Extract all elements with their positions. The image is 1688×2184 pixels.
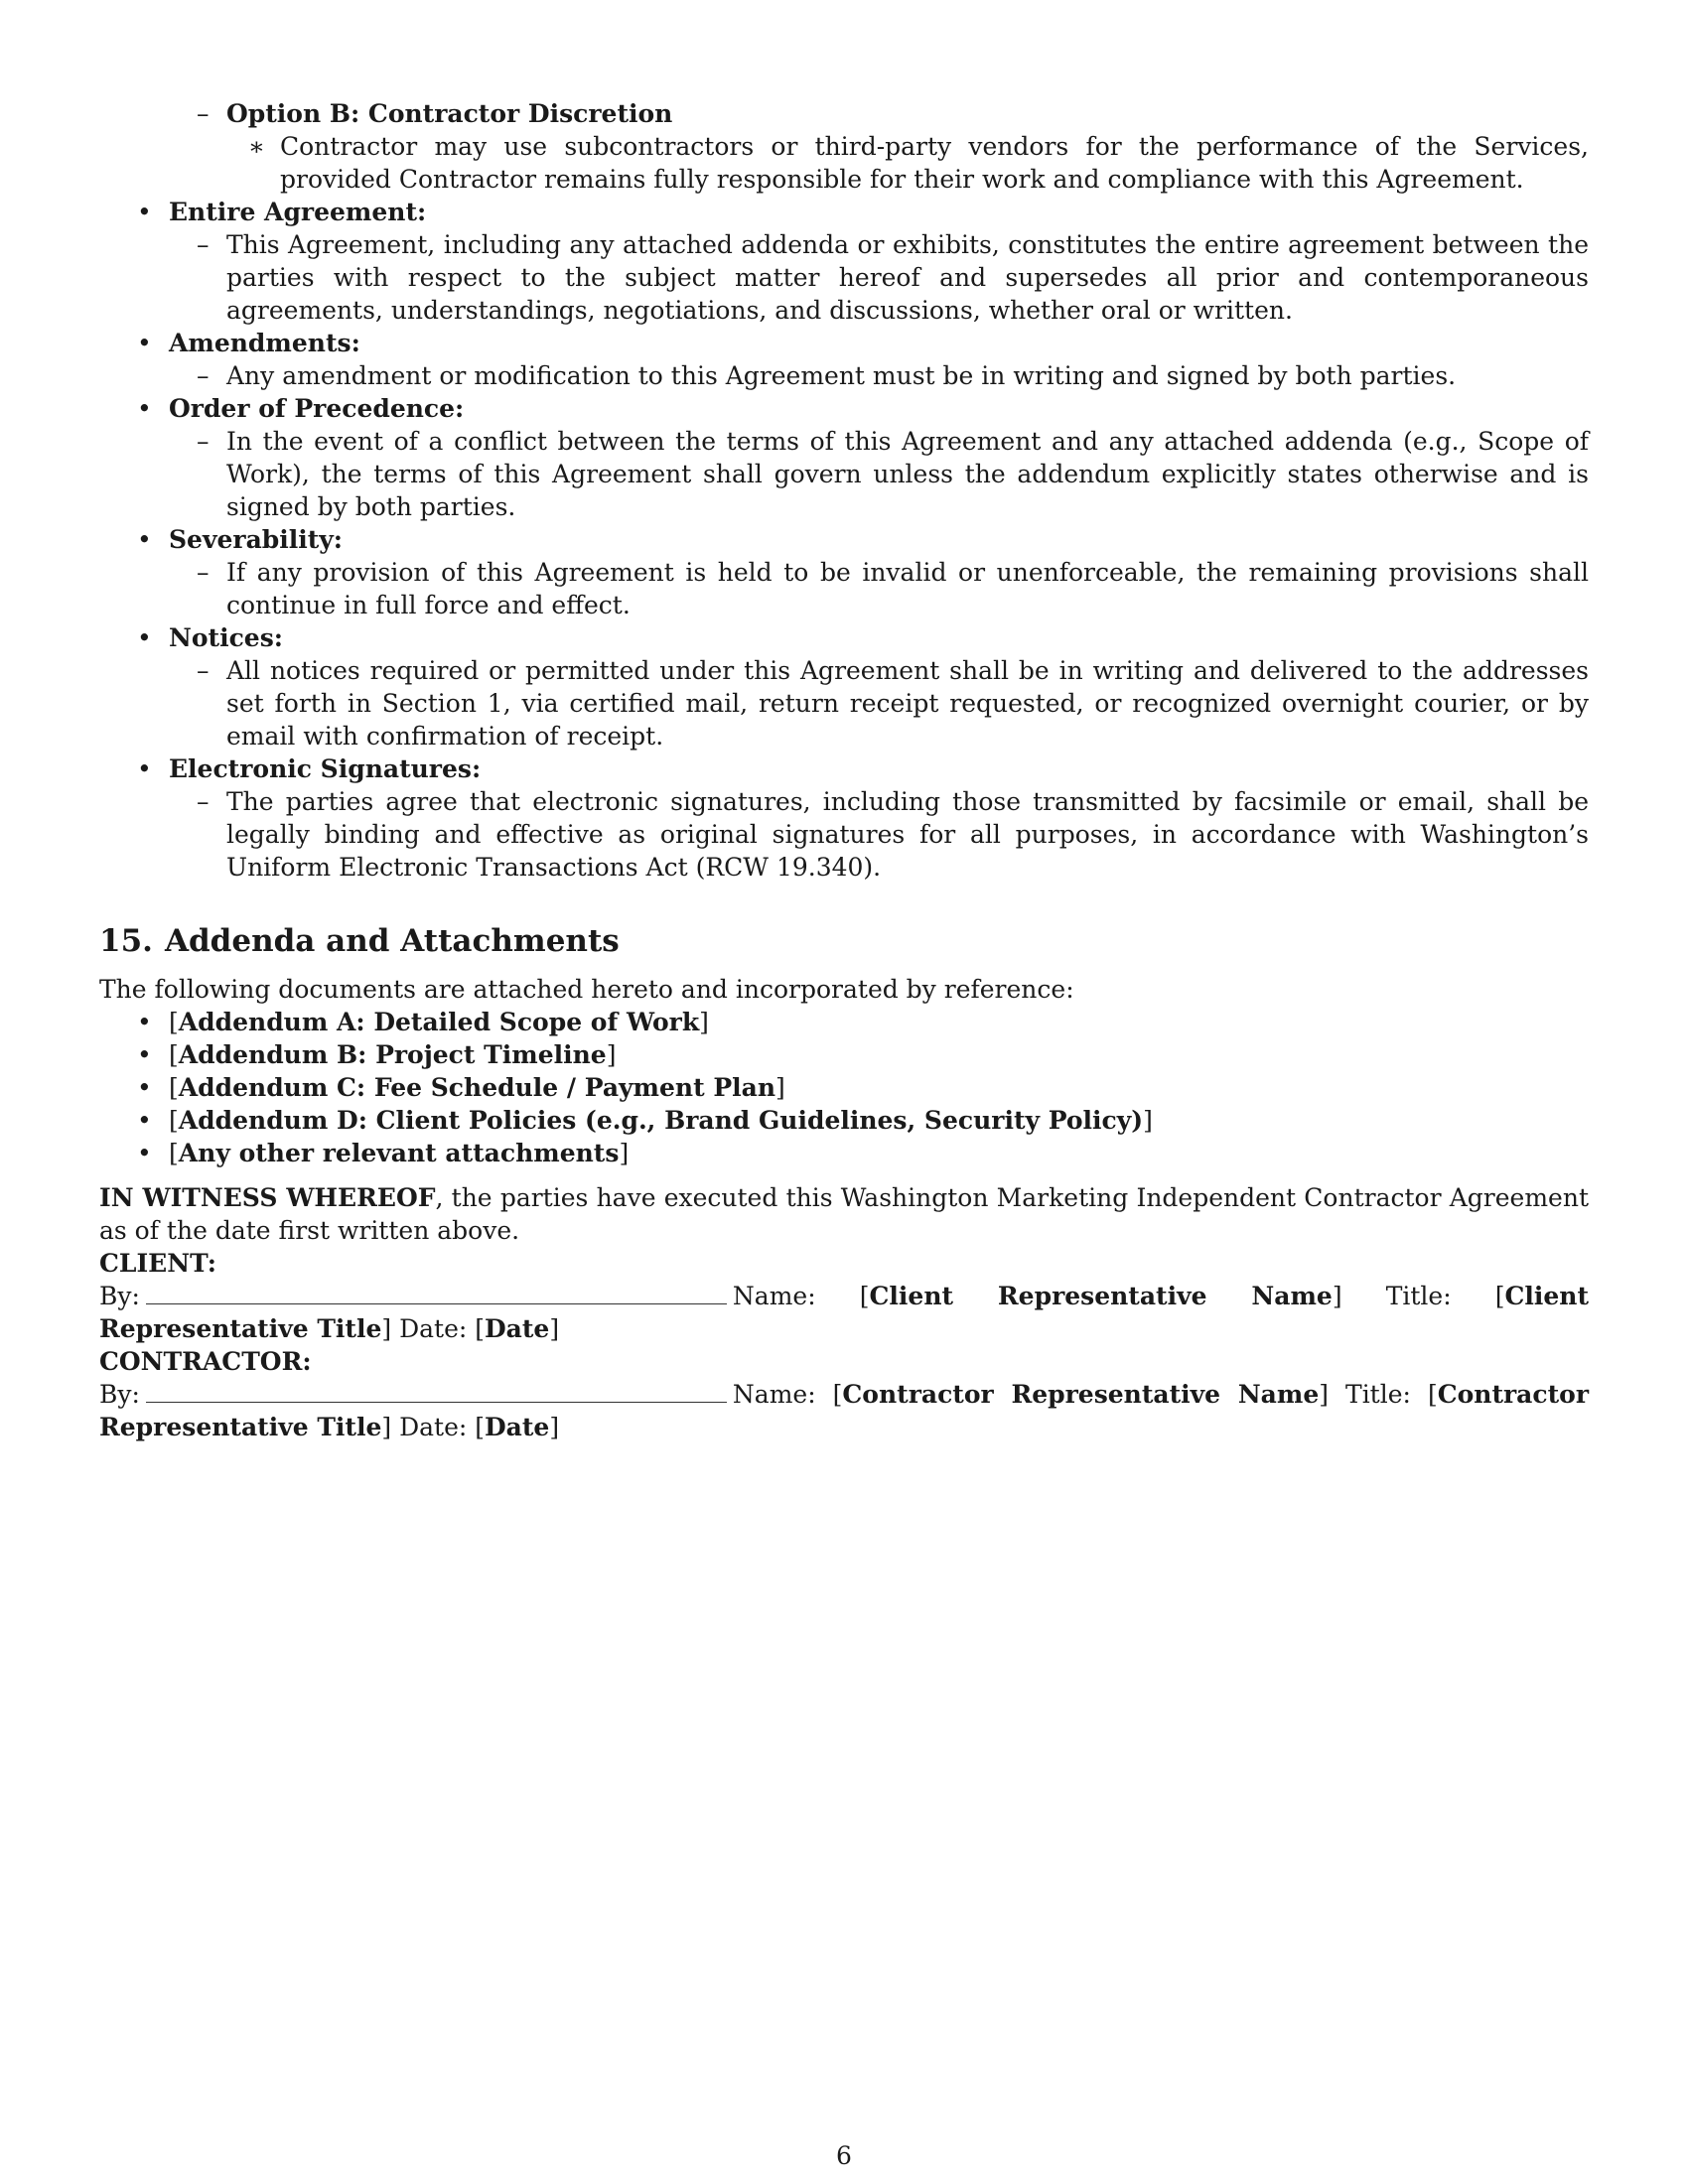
name-label: Name: [732, 1282, 816, 1310]
addendum-label: Addendum D: Client Policies (e.g., Brand Guidelines, Security Policy) [178, 1106, 1144, 1135]
clause-text: In the event of a conflict between the terms of this Agreement and any attached addenda (e.g., Scope of Work), the terms of this Agreement shall govern unless the addendum explicitly states otherwise and is signed by both parties. [226, 427, 1589, 521]
client-signature-line[interactable] [146, 1282, 727, 1304]
clause-heading: Order of Precedence: [169, 394, 465, 423]
option-b-detail [248, 130, 1589, 196]
clause-text: This Agreement, including any attached addenda or exhibits, constitutes the entire agreement between the parties with respect to the subject matter hereof and supersedes all prior and contemporaneous agreements, understandings, negotiations, and discussions, whether oral or written. [226, 230, 1589, 325]
section-title: Addenda and Attachments [164, 923, 620, 959]
clause-heading: Severability: [169, 525, 344, 554]
client-name-value: Client Representative Name [869, 1282, 1333, 1310]
bullet-marker: • [137, 1073, 152, 1102]
clause-text: All notices required or permitted under this Agreement shall be in writing and delivered to the addresses set forth in Section 1, via certified mail, return receipt requested, or recognized overnight courier, or by email with confirmation of receipt. [226, 656, 1589, 751]
dash-marker: – [197, 656, 210, 685]
clause-heading: Amendments: [169, 329, 360, 357]
client-date-value: Date [485, 1314, 550, 1343]
clause-heading: Entire Agreement: [169, 198, 427, 226]
date-label: Date: [399, 1413, 468, 1441]
bullet-marker: • [137, 1106, 152, 1135]
bullet-marker: • [137, 394, 152, 423]
contractor-heading: CONTRACTOR: [99, 1347, 312, 1376]
bullet-marker: • [137, 1008, 152, 1036]
clause-text: The parties agree that electronic signatures, including those transmitted by facsimile or email, shall be legally binding and effective as original signatures for all purposes, in accordance with Washington’s Uniform Electronic Transactions Act (RCW 19.340). [226, 787, 1589, 882]
name-label: Name: [732, 1380, 816, 1409]
bullet-marker: • [137, 1040, 152, 1069]
addendum-item: • [Addendum C: Fee Schedule / Payment Plan] [137, 1073, 785, 1102]
section-number: 15. [99, 923, 153, 959]
client-signature-block: By: Name: [Client Representative Name] Title: [Client Representative Title] Date: [Date] [99, 1282, 1590, 1343]
client-title-value: Client Representative Title [99, 1282, 1590, 1343]
addendum-item: • [Addendum A: Detailed Scope of Work] [137, 1008, 709, 1036]
clause-notices-text [197, 654, 1589, 752]
option-b-heading: Option B: Contractor Discretion [226, 99, 673, 128]
title-label: Title: [1385, 1282, 1452, 1310]
bullet-marker: • [137, 525, 152, 554]
contractor-name-value: Contractor Representative Name [842, 1380, 1320, 1409]
witness-lead: IN WITNESS WHEREOF [99, 1183, 436, 1212]
dash-marker: – [197, 558, 210, 587]
page-number: 6 [836, 2141, 852, 2170]
witness-text: , the parties have executed this Washington Marketing Independent Contractor Agreement as of the date first written above. [99, 1183, 1589, 1245]
asterisk-marker: ∗ [248, 132, 265, 161]
clause-severability [137, 523, 1589, 556]
clause-text: Any amendment or modification to this Agreement must be in writing and signed by both parties. [226, 361, 1457, 390]
clause-entire-agreement-text [197, 228, 1589, 327]
contractor-date-value: Date [485, 1413, 550, 1441]
clause-heading: Notices: [169, 623, 284, 652]
clause-order-of-precedence [137, 392, 1589, 425]
clause-electronic-signatures-text [197, 785, 1589, 884]
clause-amendments [137, 327, 1589, 359]
clause-amendments-text [197, 359, 1589, 392]
dash-marker: – [197, 427, 210, 456]
section-15-intro: The following documents are attached hereto and incorporated by reference: [99, 975, 1074, 1004]
clause-order-of-precedence-text [197, 425, 1589, 523]
clause-text: If any provision of this Agreement is held to be invalid or unenforceable, the remaining provisions shall continue in full force and effect. [226, 558, 1589, 619]
bullet-marker: • [137, 623, 152, 652]
by-label: By: [99, 1282, 140, 1310]
addendum-item: • [Any other relevant attachments] [137, 1139, 630, 1167]
clause-severability-text [197, 556, 1589, 621]
dash-marker: – [197, 230, 210, 259]
clause-entire-agreement [137, 196, 1589, 228]
addendum-label: Addendum C: Fee Schedule / Payment Plan [178, 1073, 776, 1102]
addendum-label: Addendum B: Project Timeline [178, 1040, 607, 1069]
option-b-item [197, 97, 1589, 130]
addendum-item: • [Addendum D: Client Policies (e.g., Brand Guidelines, Security Policy)] [137, 1106, 1153, 1135]
contractor-signature-block: By: Name: [Contractor Representative Name] Title: [Contractor Representative Title] Date: [Date] [99, 1380, 1590, 1441]
bullet-marker: • [137, 1139, 152, 1167]
dash-marker: – [197, 361, 210, 390]
by-label: By: [99, 1380, 140, 1409]
bullet-marker: • [137, 198, 152, 226]
dash-marker: – [197, 787, 210, 816]
document-page [99, 97, 1589, 1443]
clause-electronic-signatures [137, 752, 1589, 785]
contractor-signature-line[interactable] [146, 1380, 727, 1403]
addendum-label: Any other relevant attachments [178, 1139, 620, 1167]
bullet-marker: • [137, 329, 152, 357]
addenda-list [99, 1006, 1589, 1169]
clause-heading: Electronic Signatures: [169, 754, 482, 783]
section-15-heading [99, 921, 1589, 961]
title-label: Title: [1345, 1380, 1411, 1409]
client-heading: CLIENT: [99, 1249, 217, 1278]
clause-notices [137, 621, 1589, 654]
addendum-item: • [Addendum B: Project Timeline] [137, 1040, 617, 1069]
addendum-label: Addendum A: Detailed Scope of Work [178, 1008, 700, 1036]
dash-marker: – [197, 99, 210, 128]
contractor-title-value: Contractor Representative Title [99, 1380, 1590, 1441]
bullet-marker: • [137, 754, 152, 783]
witness-paragraph [99, 1181, 1589, 1247]
date-label: Date: [399, 1314, 468, 1343]
option-b-text: Contractor may use subcontractors or third-party vendors for the performance of the Services, provided Contractor remains fully responsible for their work and compliance with this Agreement. [280, 132, 1589, 194]
